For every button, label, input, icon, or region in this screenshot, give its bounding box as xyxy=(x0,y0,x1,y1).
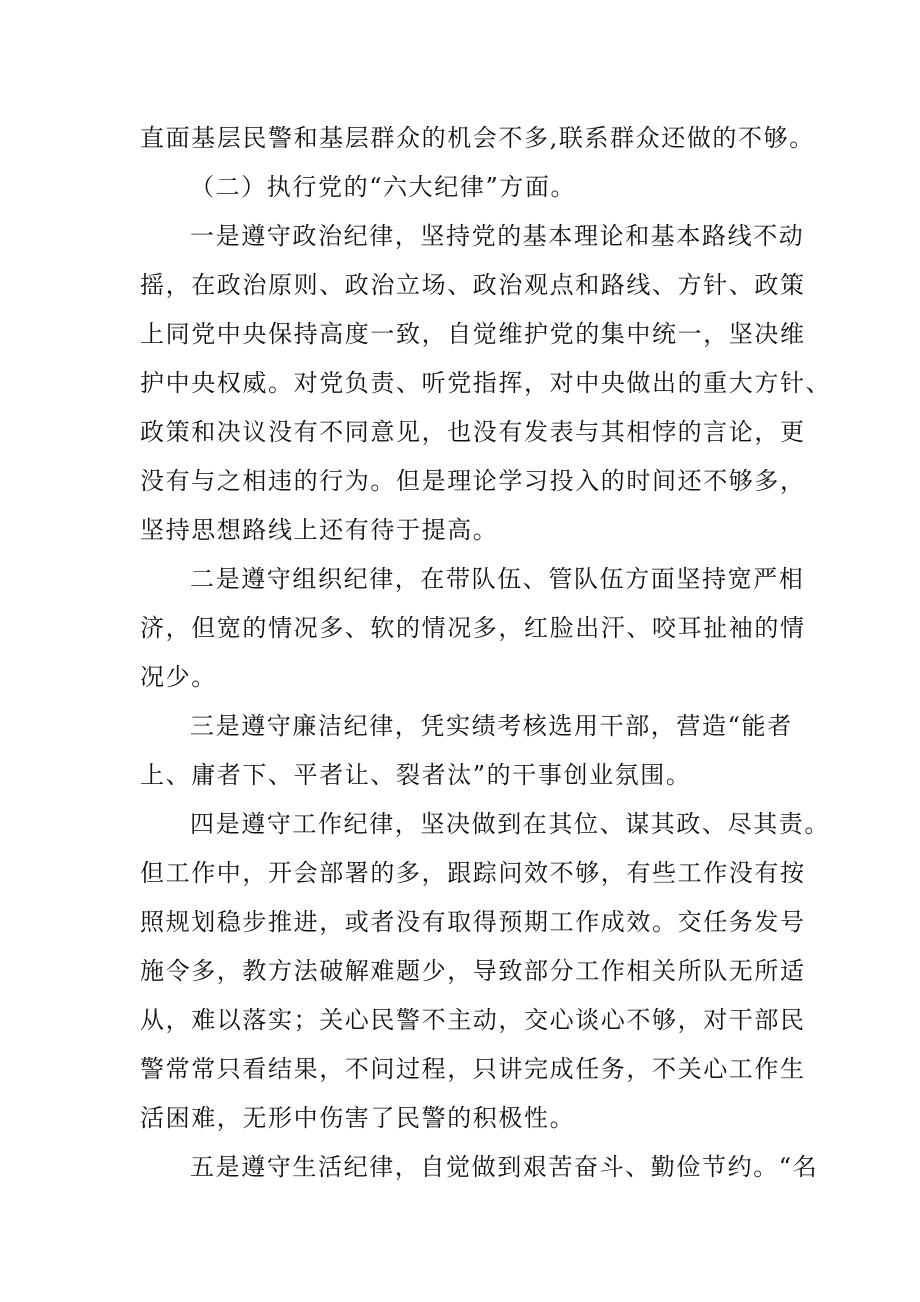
text-line: 坚持思想路线上还有待于提高。 xyxy=(140,516,499,544)
text-line: 况少。 xyxy=(140,663,217,691)
text-line: 但工作中，开会部署的多，跟踪问效不够，有些工作没有按 xyxy=(140,859,806,887)
text-line: 政策和决议没有不同意见，也没有发表与其相悖的言论，更 xyxy=(140,418,806,446)
text-line: 二是遵守组织纪律，在带队伍、管队伍方面坚持宽严相 xyxy=(190,565,805,593)
text-line: 照规划稳步推进，或者没有取得预期工作成效。交任务发号 xyxy=(140,908,806,936)
text-line: 活困难，无形中伤害了民警的积极性。 xyxy=(140,1104,576,1132)
text-line: 上、庸者下、平者让、裂者汰”的干事创业氛围。 xyxy=(140,761,692,789)
section-heading: （二）执行党的“六大纪律”方面。 xyxy=(190,173,577,201)
text-line: 没有与之相违的行为。但是理论学习投入的时间还不够多， xyxy=(140,467,806,495)
text-line: 五是遵守生活纪律，自觉做到艰苦奋斗、勤俭节约。“名 xyxy=(190,1153,819,1181)
text-line: 一是遵守政治纪律，坚持党的基本理论和基本路线不动 xyxy=(190,222,805,250)
text-line: 警常常只看结果，不问过程，只讲完成任务，不关心工作生 xyxy=(140,1055,806,1083)
text-line: 三是遵守廉洁纪律，凭实绩考核选用干部，营造“能者 xyxy=(190,712,793,740)
text-line: 上同党中央保持高度一致，自觉维护党的集中统一，坚决维 xyxy=(140,320,806,348)
text-line: 济，但宽的情况多、软的情况多，红脸出汗、咬耳扯袖的情 xyxy=(140,614,806,642)
text-line: 四是遵守工作纪律，坚决做到在其位、谋其政、尽其责。 xyxy=(190,810,830,838)
text-line: 直面基层民警和基层群众的机会不多,联系群众还做的不够。 xyxy=(140,124,815,152)
text-line: 护中央权威。对党负责、听党指挥，对中央做出的重大方针、 xyxy=(140,369,832,397)
text-line: 施令多，教方法破解难题少，导致部分工作相关所队无所适 xyxy=(140,957,806,985)
text-line: 摇，在政治原则、政治立场、政治观点和路线、方针、政策 xyxy=(140,271,806,299)
text-line: 从，难以落实；关心民警不主动，交心谈心不够，对干部民 xyxy=(140,1006,806,1034)
